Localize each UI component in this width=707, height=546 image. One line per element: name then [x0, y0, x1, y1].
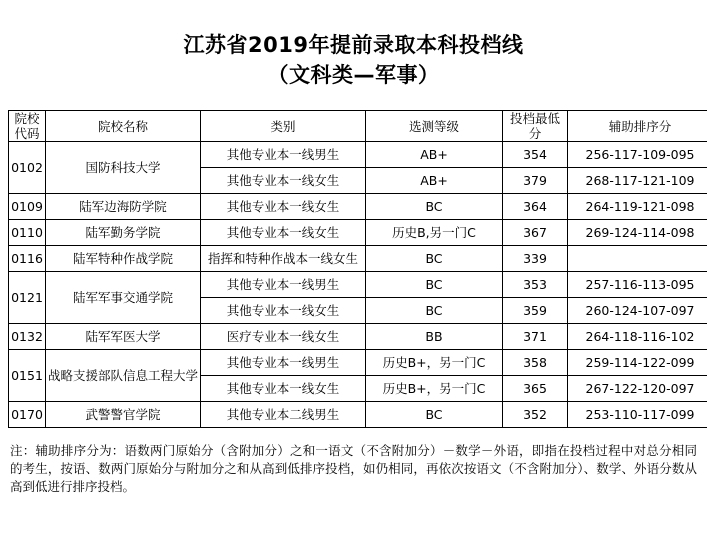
- cell-min-score: 364: [503, 194, 568, 220]
- cell-aux-score: 260-124-107-097: [568, 298, 707, 324]
- score-table-wrapper: [8, 110, 699, 428]
- cell-school-code: 0132: [9, 324, 46, 350]
- cell-category: 其他专业本一线女生: [201, 220, 366, 246]
- cell-category: 其他专业本一线女生: [201, 298, 366, 324]
- cell-category: 其他专业本一线男生: [201, 272, 366, 298]
- cell-min-score: 379: [503, 168, 568, 194]
- cell-category: 其他专业本二线男生: [201, 402, 366, 428]
- cell-selection-grade: BC: [366, 272, 503, 298]
- cell-aux-score: 269-124-114-098: [568, 220, 707, 246]
- cell-category: 医疗专业本一线女生: [201, 324, 366, 350]
- cell-school-name: 陆军军医大学: [46, 324, 201, 350]
- table-row: [9, 272, 707, 298]
- cell-school-code: 0116: [9, 246, 46, 272]
- cell-category: 其他专业本一线男生: [201, 142, 366, 168]
- cell-min-score: 354: [503, 142, 568, 168]
- cell-category: 其他专业本一线女生: [201, 194, 366, 220]
- column-header-selection: 选测等级: [366, 111, 503, 142]
- cell-school-name: 陆军边海防学院: [46, 194, 201, 220]
- table-row: [9, 402, 707, 428]
- table-body: [9, 142, 707, 428]
- cell-selection-grade: BB: [366, 324, 503, 350]
- cell-school-name: 陆军勤务学院: [46, 220, 201, 246]
- title-line-1: 江苏省2019年提前录取本科投档线: [183, 33, 524, 57]
- cell-category: 其他专业本一线男生: [201, 350, 366, 376]
- cell-aux-score: 267-122-120-097: [568, 376, 707, 402]
- document-title: [0, 0, 707, 90]
- cell-aux-score: 264-119-121-098: [568, 194, 707, 220]
- cell-school-code: 0102: [9, 142, 46, 194]
- table-header-row: [9, 111, 707, 142]
- column-header-min-score: 投档最低分: [503, 111, 568, 142]
- cell-aux-score: 264-118-116-102: [568, 324, 707, 350]
- cell-school-code: 0170: [9, 402, 46, 428]
- cell-category: 其他专业本一线女生: [201, 168, 366, 194]
- column-header-aux-score: 辅助排序分: [568, 111, 707, 142]
- cell-min-score: 339: [503, 246, 568, 272]
- cell-selection-grade: BC: [366, 298, 503, 324]
- cell-min-score: 365: [503, 376, 568, 402]
- cell-min-score: 359: [503, 298, 568, 324]
- table-row: [9, 350, 707, 376]
- cell-selection-grade: 历史B+，另一门C: [366, 376, 503, 402]
- table-row: [9, 142, 707, 168]
- cell-selection-grade: AB+: [366, 168, 503, 194]
- cell-min-score: 371: [503, 324, 568, 350]
- cell-aux-score: 259-114-122-099: [568, 350, 707, 376]
- footnote: 注：辅助排序分为：语数两门原始分（含附加分）之和一语文（不含附加分）－数学－外语，即指在投档过程中对总分相同的考生，按语、数两门原始分与附加分之和从高到低排序投档，如仍相同，再依次按语文（不含附加分）、数学、外语分数从高到低进行排序投档。: [10, 443, 697, 494]
- cell-selection-grade: 历史B,另一门C: [366, 220, 503, 246]
- cell-selection-grade: 历史B+，另一门C: [366, 350, 503, 376]
- table-row: [9, 194, 707, 220]
- cell-aux-score: [568, 246, 707, 272]
- cell-selection-grade: AB+: [366, 142, 503, 168]
- cell-school-name: 战略支援部队信息工程大学: [46, 350, 201, 402]
- cell-min-score: 358: [503, 350, 568, 376]
- cell-aux-score: 268-117-121-109: [568, 168, 707, 194]
- cell-school-code: 0151: [9, 350, 46, 402]
- cell-school-name: 武警警官学院: [46, 402, 201, 428]
- score-table: [8, 110, 707, 428]
- cell-category: 指挥和特种作战本一线女生: [201, 246, 366, 272]
- cell-aux-score: 256-117-109-095: [568, 142, 707, 168]
- cell-school-name: 陆军军事交通学院: [46, 272, 201, 324]
- table-row: [9, 220, 707, 246]
- cell-school-name: 国防科技大学: [46, 142, 201, 194]
- cell-selection-grade: BC: [366, 194, 503, 220]
- table-row: [9, 246, 707, 272]
- cell-min-score: 367: [503, 220, 568, 246]
- cell-school-name: 陆军特种作战学院: [46, 246, 201, 272]
- cell-school-code: 0109: [9, 194, 46, 220]
- cell-selection-grade: BC: [366, 246, 503, 272]
- column-header-code: 院校代码: [9, 111, 46, 142]
- cell-aux-score: 257-116-113-095: [568, 272, 707, 298]
- cell-category: 其他专业本一线女生: [201, 376, 366, 402]
- title-line-2: （文科类—军事）: [267, 63, 440, 87]
- table-row: [9, 324, 707, 350]
- cell-min-score: 352: [503, 402, 568, 428]
- cell-min-score: 353: [503, 272, 568, 298]
- column-header-name: 院校名称: [46, 111, 201, 142]
- cell-school-code: 0121: [9, 272, 46, 324]
- cell-aux-score: 253-110-117-099: [568, 402, 707, 428]
- cell-school-code: 0110: [9, 220, 46, 246]
- column-header-category: 类别: [201, 111, 366, 142]
- table-header: [9, 111, 707, 142]
- cell-selection-grade: BC: [366, 402, 503, 428]
